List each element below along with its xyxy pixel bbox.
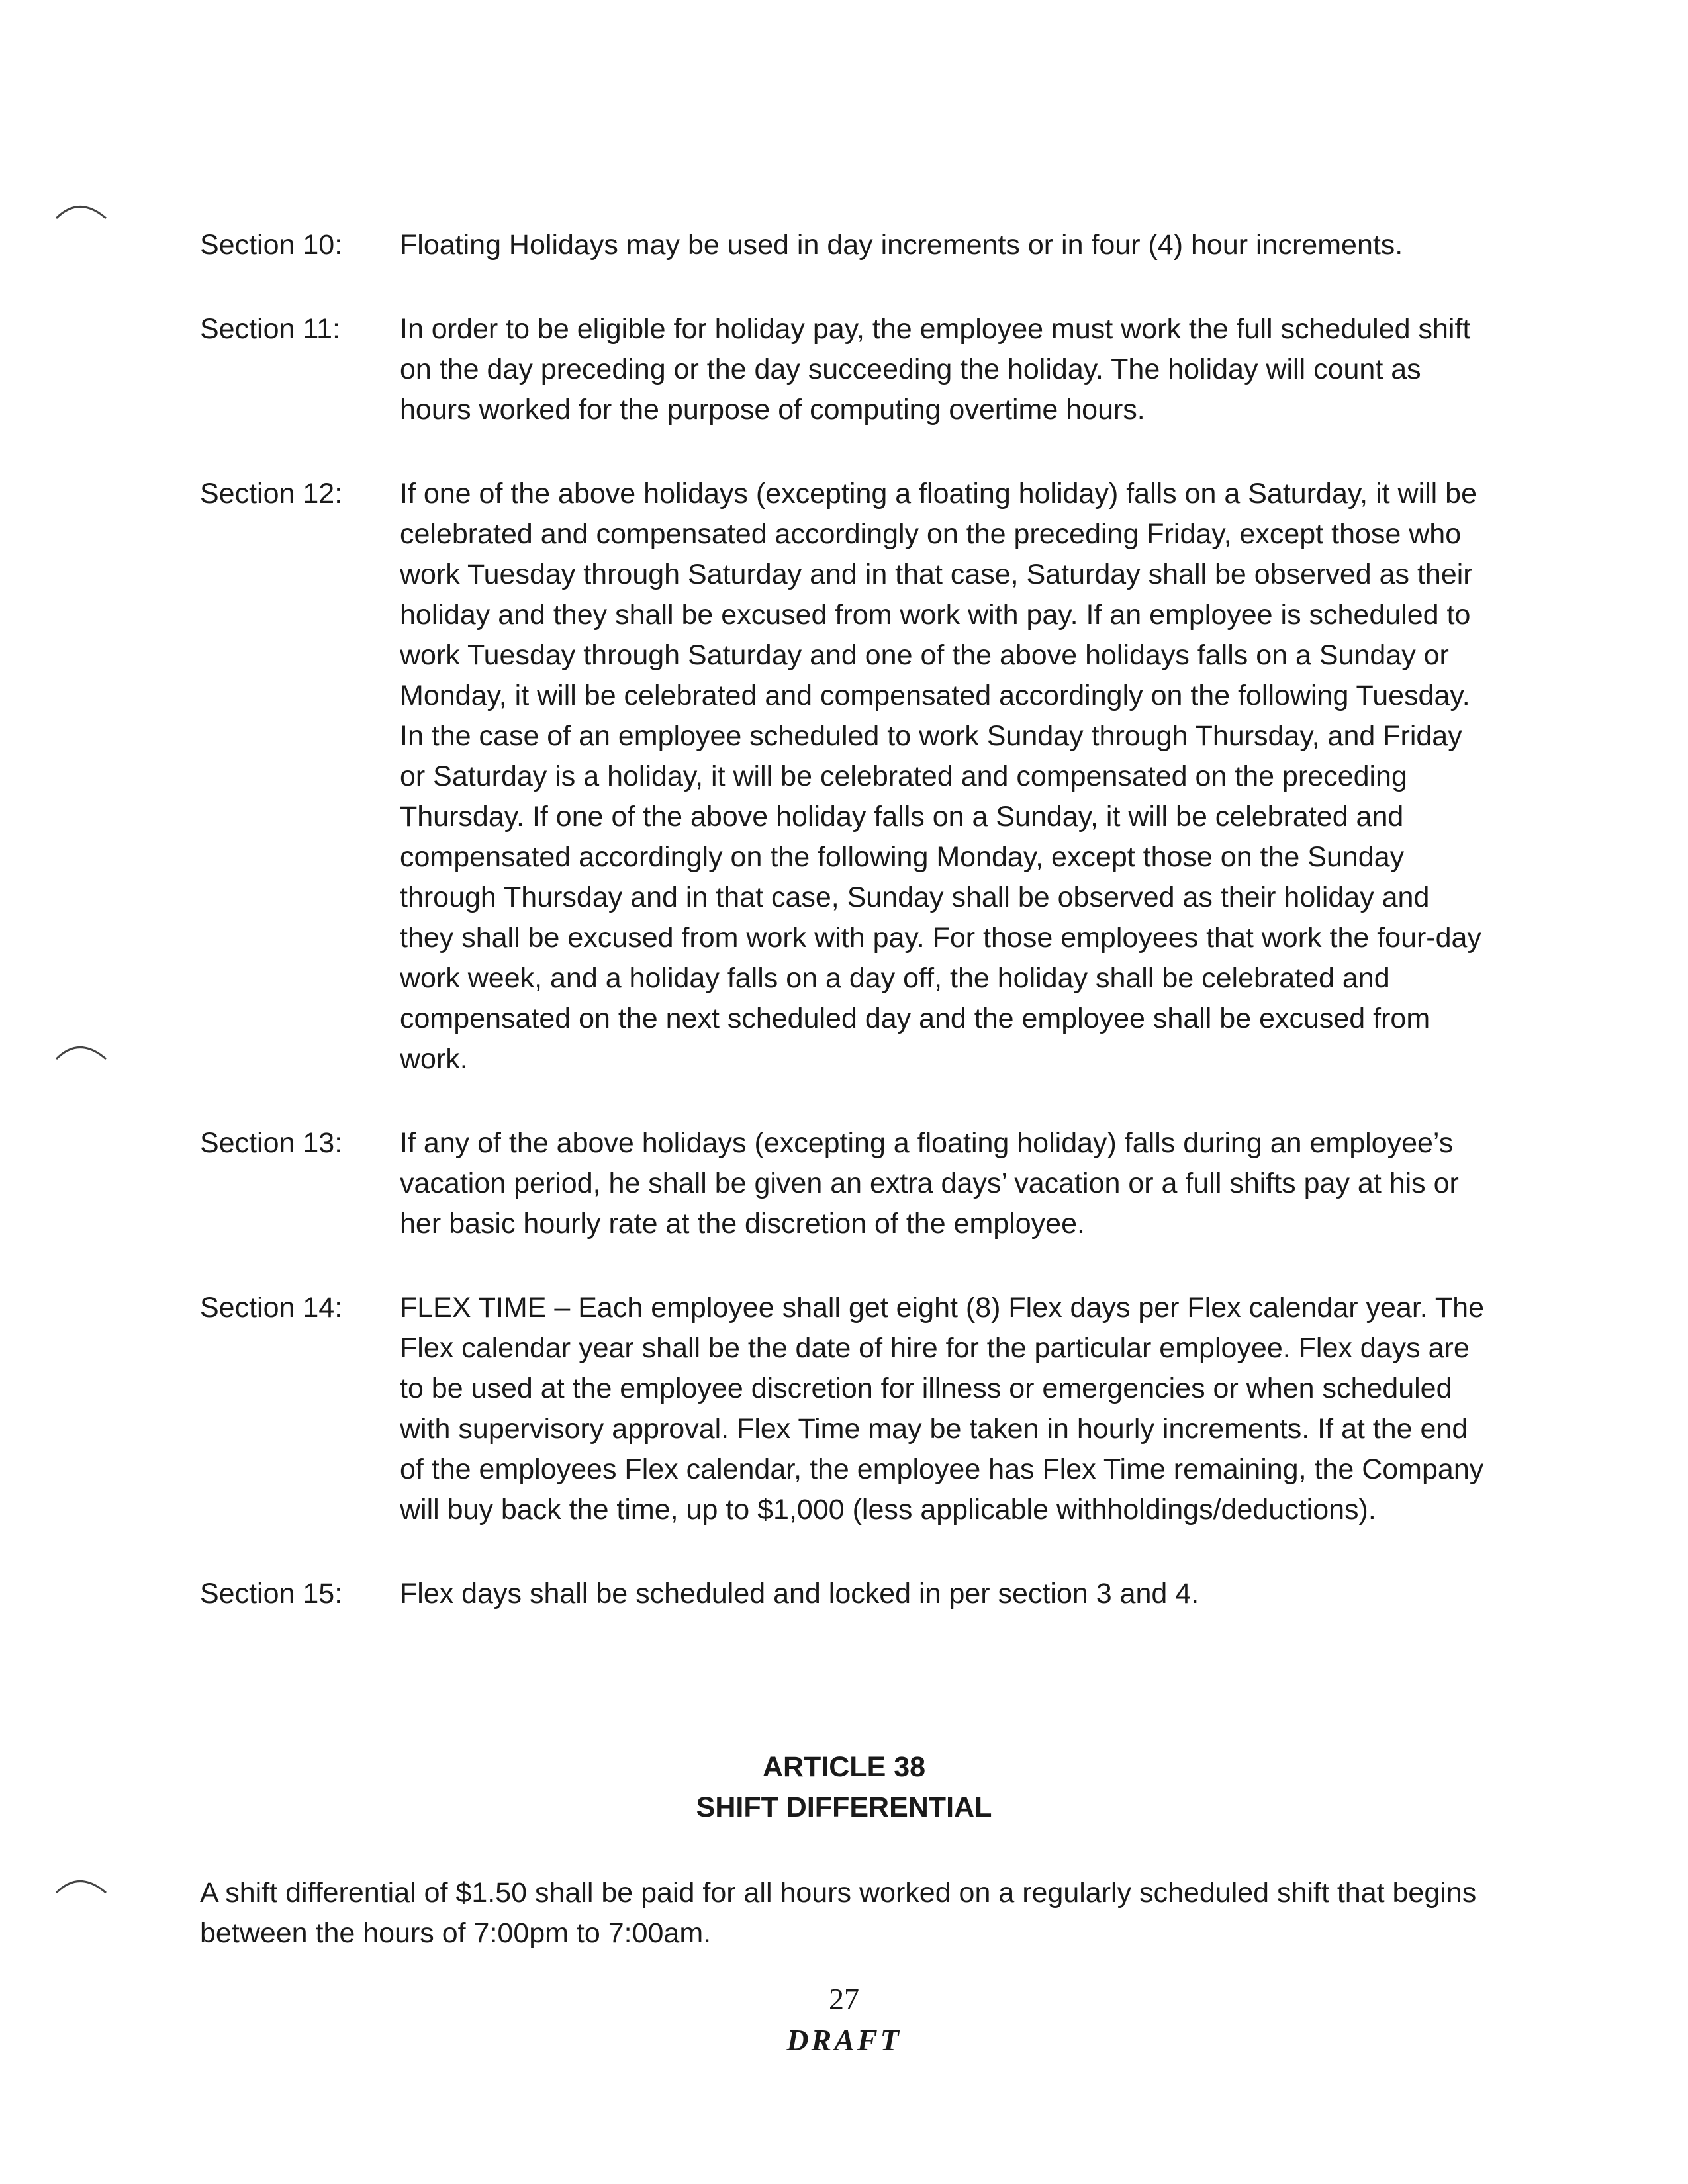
section-12 — [200, 474, 1491, 1079]
section-11 — [200, 309, 1491, 430]
article-title: SHIFT DIFFERENTIAL — [696, 1792, 992, 1823]
page-footer — [0, 1979, 1688, 2061]
punch-hole-mark — [53, 1866, 113, 1906]
section-10 — [200, 225, 1491, 265]
section-13 — [200, 1123, 1491, 1244]
section-label: Section 13: — [200, 1127, 343, 1159]
section-text: If one of the above holidays (excepting a floating holiday) falls on a Saturday, it will be celebrated and compensated accordingly on the preceding Friday, except those who work Tuesday through Saturday and in that case, Saturday shall be observed as their holiday and they shall be excused from work with pay. If an employee is scheduled to work Tuesday through Saturday and one of the above holidays falls on a Sunday or Monday, it will be celebrated and compensated accordingly on the following Tuesday. In the case of an employee scheduled to work Sunday through Thursday, and Friday or Saturday is a holiday, it will be celebrated and compensated on the preceding Thursday. If one of the above holiday falls on a Sunday, it will be celebrated and compensated accordingly on the following Monday, except those on the Sunday through Thursday and in that case, Sunday shall be observed as their holiday and they shall be excused from work with pay. For those employees that work the four-day work week, and a holiday falls on a day off, the holiday shall be celebrated and compensated on the next scheduled day and the employee shall be excused from work. — [400, 478, 1481, 1075]
section-text: Flex days shall be scheduled and locked in per section 3 and 4. — [400, 1578, 1199, 1610]
article-body: A shift differential of $1.50 shall be paid for all hours worked on a regularly scheduled shift that begins between the hours of 7:00pm to 7:00am. — [200, 1877, 1477, 1949]
section-label: Section 15: — [200, 1578, 343, 1610]
holiday-sections — [200, 225, 1491, 1658]
section-text: In order to be eligible for holiday pay, the employee must work the full scheduled shift on the day preceding or the day succeeding the holiday. The holiday will count as hours worked for the purpose of computing overtime hours. — [400, 313, 1471, 426]
section-text: Floating Holidays may be used in day increments or in four (4) hour increments. — [400, 229, 1403, 261]
punch-hole-mark — [53, 192, 113, 232]
section-label: Section 14: — [200, 1292, 343, 1324]
page-number: 27 — [829, 1982, 859, 2016]
article-number: ARTICLE 38 — [762, 1751, 926, 1783]
punch-hole-mark — [53, 1032, 113, 1072]
section-label: Section 10: — [200, 229, 343, 261]
section-label: Section 11: — [200, 313, 340, 345]
section-text: FLEX TIME – Each employee shall get eight (8) Flex days per Flex calendar year. The Flex calendar year shall be the date of hire for the particular employee. Flex days are to be used at the employee discretion for illness or emergencies or when scheduled with supervisory approval. Flex Time may be taken in hourly increments. If at the end of the employees Flex calendar, the employee has Flex Time remaining, the Company will buy back the time, up to $1,000 (less applicable withholdings/deductions). — [400, 1292, 1484, 1525]
section-label: Section 12: — [200, 478, 343, 510]
section-15 — [200, 1574, 1491, 1614]
draft-watermark: DRAFT — [786, 2023, 902, 2057]
section-text: If any of the above holidays (excepting a floating holiday) falls during an employee’s vacation period, he shall be given an extra days’ vacation or a full shifts pay at his or her basic hourly rate at the discretion of the employee. — [400, 1127, 1459, 1240]
section-14 — [200, 1288, 1491, 1530]
article-heading — [0, 1747, 1688, 1828]
